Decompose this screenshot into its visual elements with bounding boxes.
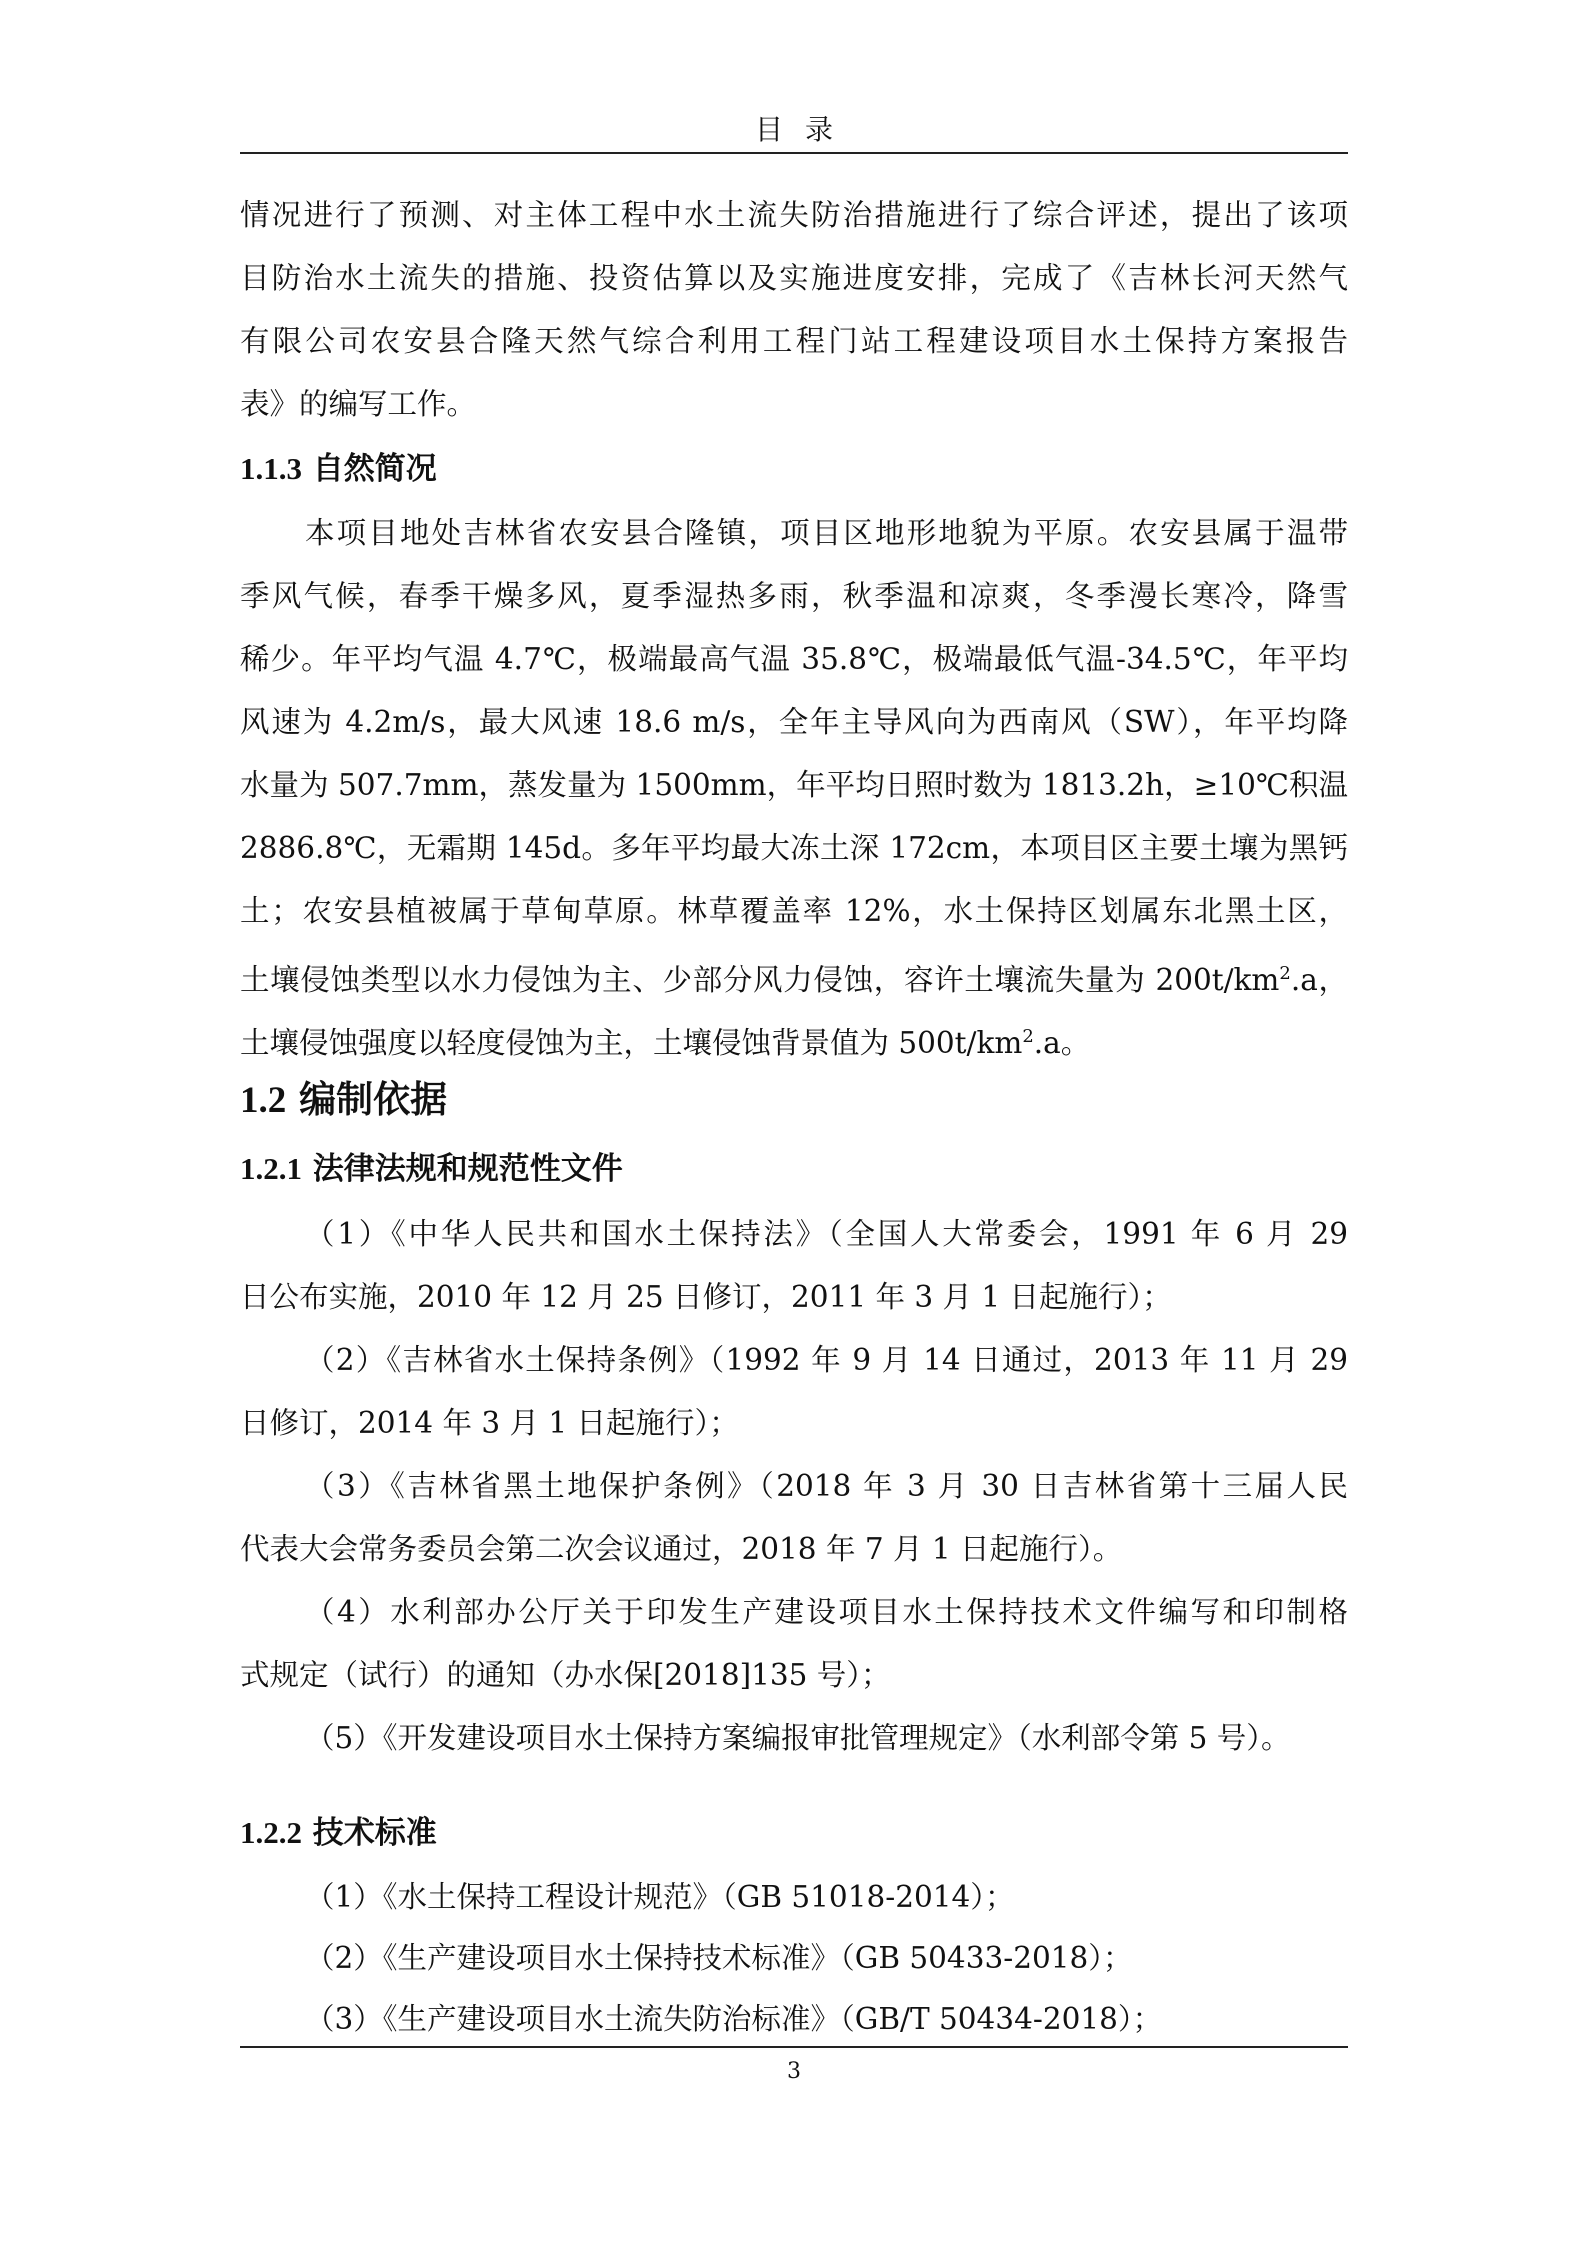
section-number: 1.2.2	[240, 1815, 302, 1850]
running-header: 目录	[754, 113, 855, 146]
section-title: 自然简况	[312, 451, 437, 487]
superscript: 2	[1279, 963, 1291, 984]
paragraph-line	[240, 1014, 1348, 1066]
section-heading-1-1-3	[240, 446, 1348, 492]
paragraph-line: 表》的编写工作。	[240, 387, 477, 421]
paragraph-line: 稀少。年平均气温 4.7℃，极端最高气温 35.8℃，极端最低气温-34.5℃，年平均	[240, 642, 1348, 676]
law-item-line: （4）水利部办公厅关于印发生产建设项目水土保持技术文件编写和印制格	[305, 1595, 1348, 1629]
section-number: 1.2	[240, 1080, 287, 1121]
paragraph-line: 情况进行了预测、对主体工程中水土流失防治措施进行了综合评述，提出了该项	[240, 198, 1348, 232]
superscript: 2	[1022, 1026, 1034, 1047]
header-rule	[240, 152, 1348, 154]
page-number: 3	[787, 2059, 801, 2084]
footer-rule	[240, 2046, 1348, 2048]
paragraph-line: 水量为 507.7mm，蒸发量为 1500mm，年平均日照时数为 1813.2h，≥10℃积温	[240, 768, 1348, 802]
line-tail: .a。	[1033, 1025, 1091, 1060]
standard-item: （1）《水土保持工程设计规范》（GB 51018-2014）；	[305, 1880, 1015, 1914]
law-item-line: 代表大会常务委员会第二次会议通过，2018 年 7 月 1 日起施行）。	[240, 1532, 1123, 1566]
standard-item: （3）《生产建设项目水土流失防治标准》（GB/T 50434-2018）；	[305, 2002, 1163, 2036]
line-tail: .a，	[1290, 962, 1349, 997]
law-item-line: 日公布实施，2010 年 12 月 25 日修订，2011 年 3 月 1 日起施行）；	[240, 1280, 1172, 1314]
section-number: 1.2.1	[240, 1151, 302, 1186]
paragraph-line: 有限公司农安县合隆天然气综合利用工程门站工程建设项目水土保持方案报告	[240, 324, 1348, 358]
section-heading-1-2-2	[240, 1810, 1348, 1856]
law-item-line: （1）《中华人民共和国水土保持法》（全国人大常委会，1991 年 6 月 29	[305, 1217, 1348, 1251]
section-heading-1-2-1	[240, 1146, 1348, 1192]
law-item-line: （3）《吉林省黑土地保护条例》（2018 年 3 月 30 日吉林省第十三届人民	[305, 1469, 1348, 1503]
paragraph-line: 季风气候，春季干燥多风，夏季湿热多雨，秋季温和凉爽，冬季漫长寒冷，降雪	[240, 579, 1348, 613]
law-item-line: 日修订，2014 年 3 月 1 日起施行）；	[240, 1406, 739, 1440]
law-item-line: （5）《开发建设项目水土保持方案编报审批管理规定》（水利部令第 5 号）。	[305, 1721, 1291, 1755]
section-number: 1.1.3	[240, 451, 302, 486]
paragraph-line: 本项目地处吉林省农安县合隆镇，项目区地形地貌为平原。农安县属于温带	[305, 516, 1348, 550]
section-title: 编制依据	[299, 1077, 448, 1121]
paragraph-line: 土；农安县植被属于草甸草原。林草覆盖率 12%，水土保持区划属东北黑土区，	[240, 894, 1348, 928]
section-title: 技术标准	[312, 1815, 437, 1851]
paragraph-line: 2886.8℃，无霜期 145d。多年平均最大冻土深 172cm，本项目区主要土壤为黑钙	[240, 831, 1348, 865]
standard-item: （2）《生产建设项目水土保持技术标准》（GB 50433-2018）；	[305, 1941, 1133, 1975]
section-title: 法律法规和规范性文件	[312, 1151, 623, 1187]
paragraph-line: 目防治水土流失的措施、投资估算以及实施进度安排，完成了《吉林长河天然气	[240, 261, 1348, 295]
paragraph-line	[240, 951, 1348, 1003]
law-item-line: （2）《吉林省水土保持条例》（1992 年 9 月 14 日通过，2013 年 11 月 29	[305, 1343, 1348, 1377]
paragraph-line: 风速为 4.2m/s，最大风速 18.6 m/s，全年主导风向为西南风（SW），年平均降	[240, 705, 1348, 739]
line-text: 土壤侵蚀强度以轻度侵蚀为主，土壤侵蚀背景值为 500t/km	[240, 1025, 1023, 1060]
law-item-line: 式规定（试行）的通知（办水保[2018]135 号）；	[240, 1658, 891, 1692]
section-heading-1-2	[240, 1076, 1348, 1124]
line-text: 土壤侵蚀类型以水力侵蚀为主、少部分风力侵蚀，容许土壤流失量为 200t/km	[240, 962, 1280, 997]
